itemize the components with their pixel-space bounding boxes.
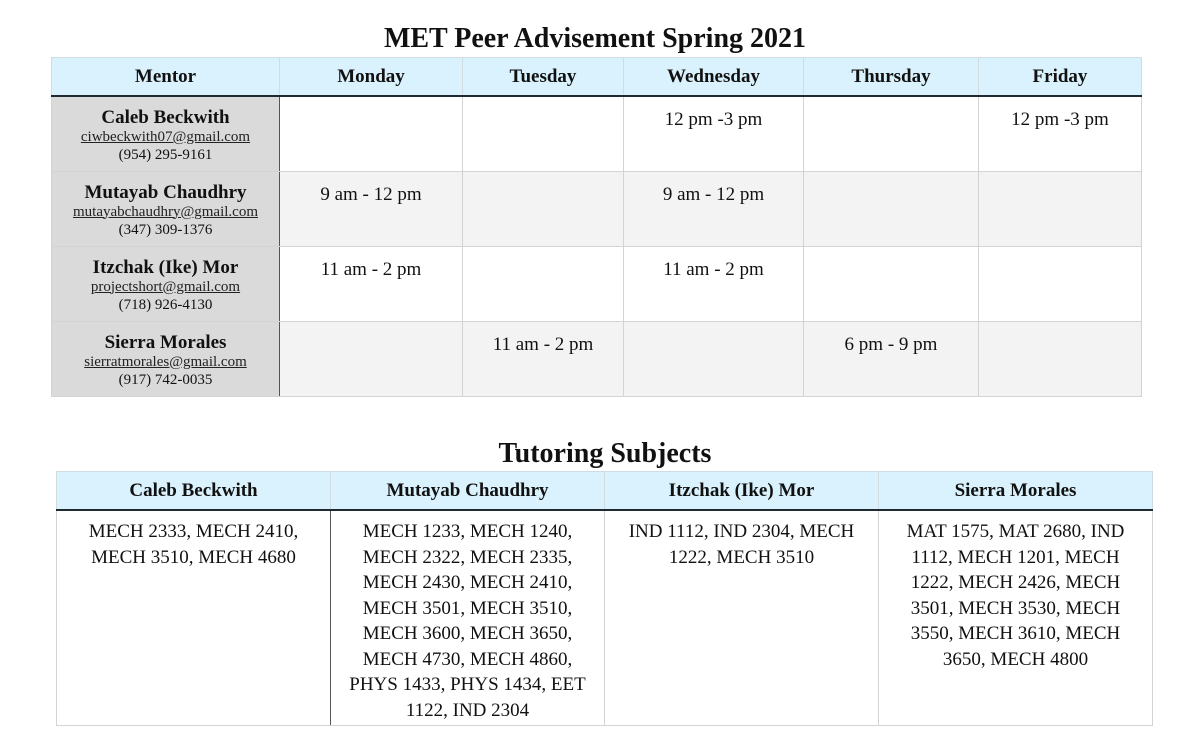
mentor-phone: (917) 742-0035 xyxy=(118,371,213,388)
table-row xyxy=(52,171,1142,246)
mentor-name: Mutayab Chaudhry xyxy=(84,181,247,203)
subjects-header-caleb: Caleb Beckwith xyxy=(57,472,331,511)
subjects-header-sierra: Sierra Morales xyxy=(879,472,1153,511)
monday-cell xyxy=(280,96,463,171)
schedule-header-row xyxy=(52,58,1142,97)
tutoring-subjects-table xyxy=(56,471,1153,726)
wednesday-cell: 11 am - 2 pm xyxy=(624,246,804,321)
mentor-email-link[interactable]: projectshort@gmail.com xyxy=(90,278,241,295)
wednesday-cell xyxy=(624,321,804,396)
mentor-phone: (718) 926-4130 xyxy=(118,296,213,313)
friday-cell xyxy=(979,246,1142,321)
mentor-phone: (347) 309-1376 xyxy=(118,221,213,238)
header-friday: Friday xyxy=(979,58,1142,97)
mentor-name: Sierra Morales xyxy=(104,331,227,353)
wednesday-cell: 12 pm -3 pm xyxy=(624,96,804,171)
subjects-cell-caleb: MECH 2333, MECH 2410, MECH 3510, MECH 4680 xyxy=(57,510,331,725)
friday-cell: 12 pm -3 pm xyxy=(979,96,1142,171)
mentor-cell xyxy=(52,96,280,171)
mentor-cell xyxy=(52,246,280,321)
mentor-name: Caleb Beckwith xyxy=(101,107,230,128)
subjects-header-mutayab: Mutayab Chaudhry xyxy=(331,472,605,511)
subjects-header-row xyxy=(57,472,1153,511)
subjects-header-itzchak: Itzchak (Ike) Mor xyxy=(605,472,879,511)
tuesday-cell: 11 am - 2 pm xyxy=(463,321,624,396)
monday-cell xyxy=(280,321,463,396)
subjects-cell-itzchak: IND 1112, IND 2304, MECH 1222, MECH 3510 xyxy=(605,510,879,725)
tuesday-cell xyxy=(463,246,624,321)
table-row xyxy=(52,96,1142,171)
header-monday: Monday xyxy=(280,58,463,97)
table-row xyxy=(52,246,1142,321)
header-tuesday: Tuesday xyxy=(463,58,624,97)
tuesday-cell xyxy=(463,96,624,171)
mentor-email-link[interactable]: sierratmorales@gmail.com xyxy=(84,353,247,370)
header-wednesday: Wednesday xyxy=(624,58,804,97)
table-row xyxy=(52,321,1142,396)
monday-cell: 11 am - 2 pm xyxy=(280,246,463,321)
thursday-cell xyxy=(804,171,979,246)
thursday-cell xyxy=(804,96,979,171)
mentor-email-link[interactable]: ciwbeckwith07@gmail.com xyxy=(80,129,251,145)
peer-advisement-schedule-table xyxy=(51,57,1142,397)
schedule-title: MET Peer Advisement Spring 2021 xyxy=(383,23,807,54)
thursday-cell xyxy=(804,246,979,321)
friday-cell xyxy=(979,321,1142,396)
header-thursday: Thursday xyxy=(804,58,979,97)
subjects-cell-mutayab: MECH 1233, MECH 1240, MECH 2322, MECH 2335, MECH 2430, MECH 2410, MECH 3501, MECH 3510, MECH 3600, MECH 3650, MECH 4730, MECH 4860, PHYS 1433, PHYS 1434, EET 1122, IND 2304 xyxy=(331,510,605,725)
header-mentor: Mentor xyxy=(52,58,280,97)
tutoring-subjects-title: Tutoring Subjects xyxy=(498,438,712,469)
wednesday-cell: 9 am - 12 pm xyxy=(624,171,804,246)
table-row xyxy=(57,510,1153,725)
tuesday-cell xyxy=(463,171,624,246)
mentor-cell xyxy=(52,171,280,246)
subjects-cell-sierra: MAT 1575, MAT 2680, IND 1112, MECH 1201, MECH 1222, MECH 2426, MECH 3501, MECH 3530, MECH 3550, MECH 3610, MECH 3650, MECH 4800 xyxy=(879,510,1153,725)
thursday-cell: 6 pm - 9 pm xyxy=(804,321,979,396)
mentor-email-link[interactable]: mutayabchaudhry@gmail.com xyxy=(72,203,258,220)
mentor-phone: (954) 295-9161 xyxy=(118,147,213,163)
mentor-name: Itzchak (Ike) Mor xyxy=(92,256,239,278)
monday-cell: 9 am - 12 pm xyxy=(280,171,463,246)
mentor-cell xyxy=(52,321,280,396)
friday-cell xyxy=(979,171,1142,246)
